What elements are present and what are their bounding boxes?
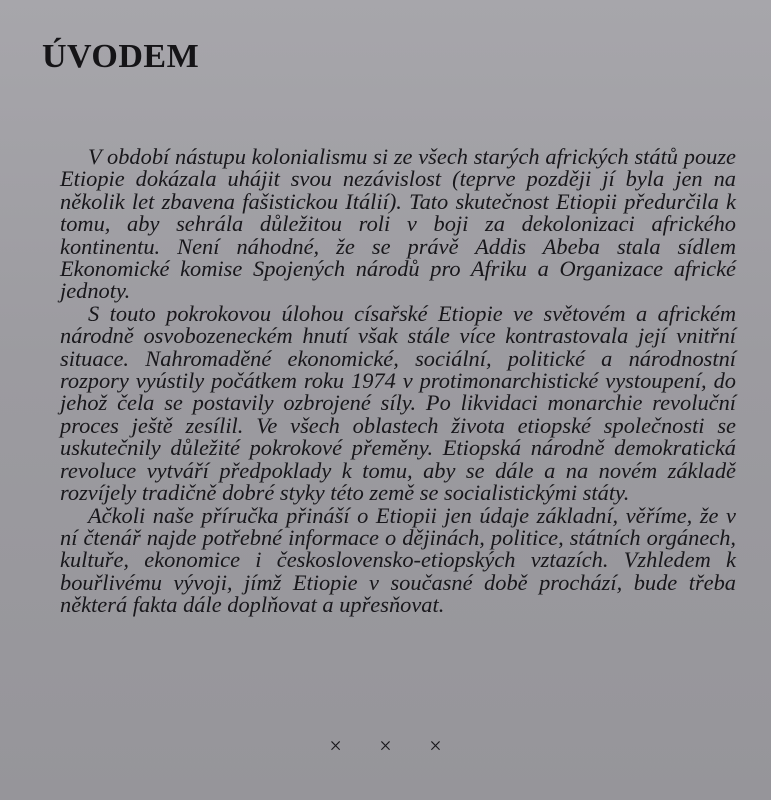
- body-text: [60, 146, 736, 617]
- separator-mark: ×: [429, 733, 442, 758]
- paragraph-1: V období nástupu kolonialismu si ze všech starých afrických států pouze Etiopie dokázala uhájit svou nezávislost (teprve později jí byla jen na několik let zbavena fašistickou Itálií). Tato skutečnost Etiopii předurčila k tomu, aby sehrála důležitou roli v boji za dekolonizaci afrického kontinentu. Není náhodné, že se právě Addis Abeba stala sídlem Ekonomické komise Spojených národů pro Afriku a Organizace africké jednoty.: [60, 144, 736, 304]
- paragraph-3: Ačkoli naše příručka přináší o Etiopii jen údaje základní, věříme, že v ní čtenář najde potřebné informace o dějinách, politice, státních orgánech, kultuře, ekonomice i československo-etiopských vztazích. Vzhledem k bouřlivému vývoji, jímž Etiopie v současné době prochází, bude třeba některá fakta dále doplňovat a upřesňovat.: [60, 502, 736, 618]
- separator-mark: ×: [329, 733, 342, 758]
- paragraph-2: S touto pokrokovou úlohou císařské Etiopie ve světovém a africkém národně osvobozeneckém hnutí však stále více kontrastovala její vnitřní situace. Nahromaděné ekonomické, sociální, politické a národnostní rozpory vyústily počátkem roku 1974 v protimonarchistické vystoupení, do jehož čela se postavily ozbrojené síly. Po likvidaci monarchie revoluční proces ještě zesílil. Ve všech oblastech života etiopské společnosti se uskutečnily důležité pokrokové přeměny. Etiopská národně demokratická revoluce vytváří předpoklady k tomu, aby se dále a na novém základě rozvíjely tradičně dobré styky této země se socialistickými státy.: [60, 300, 736, 506]
- separator-mark: ×: [379, 733, 392, 758]
- section-separator: [0, 733, 771, 759]
- chapter-heading: ÚVODEM: [42, 38, 200, 75]
